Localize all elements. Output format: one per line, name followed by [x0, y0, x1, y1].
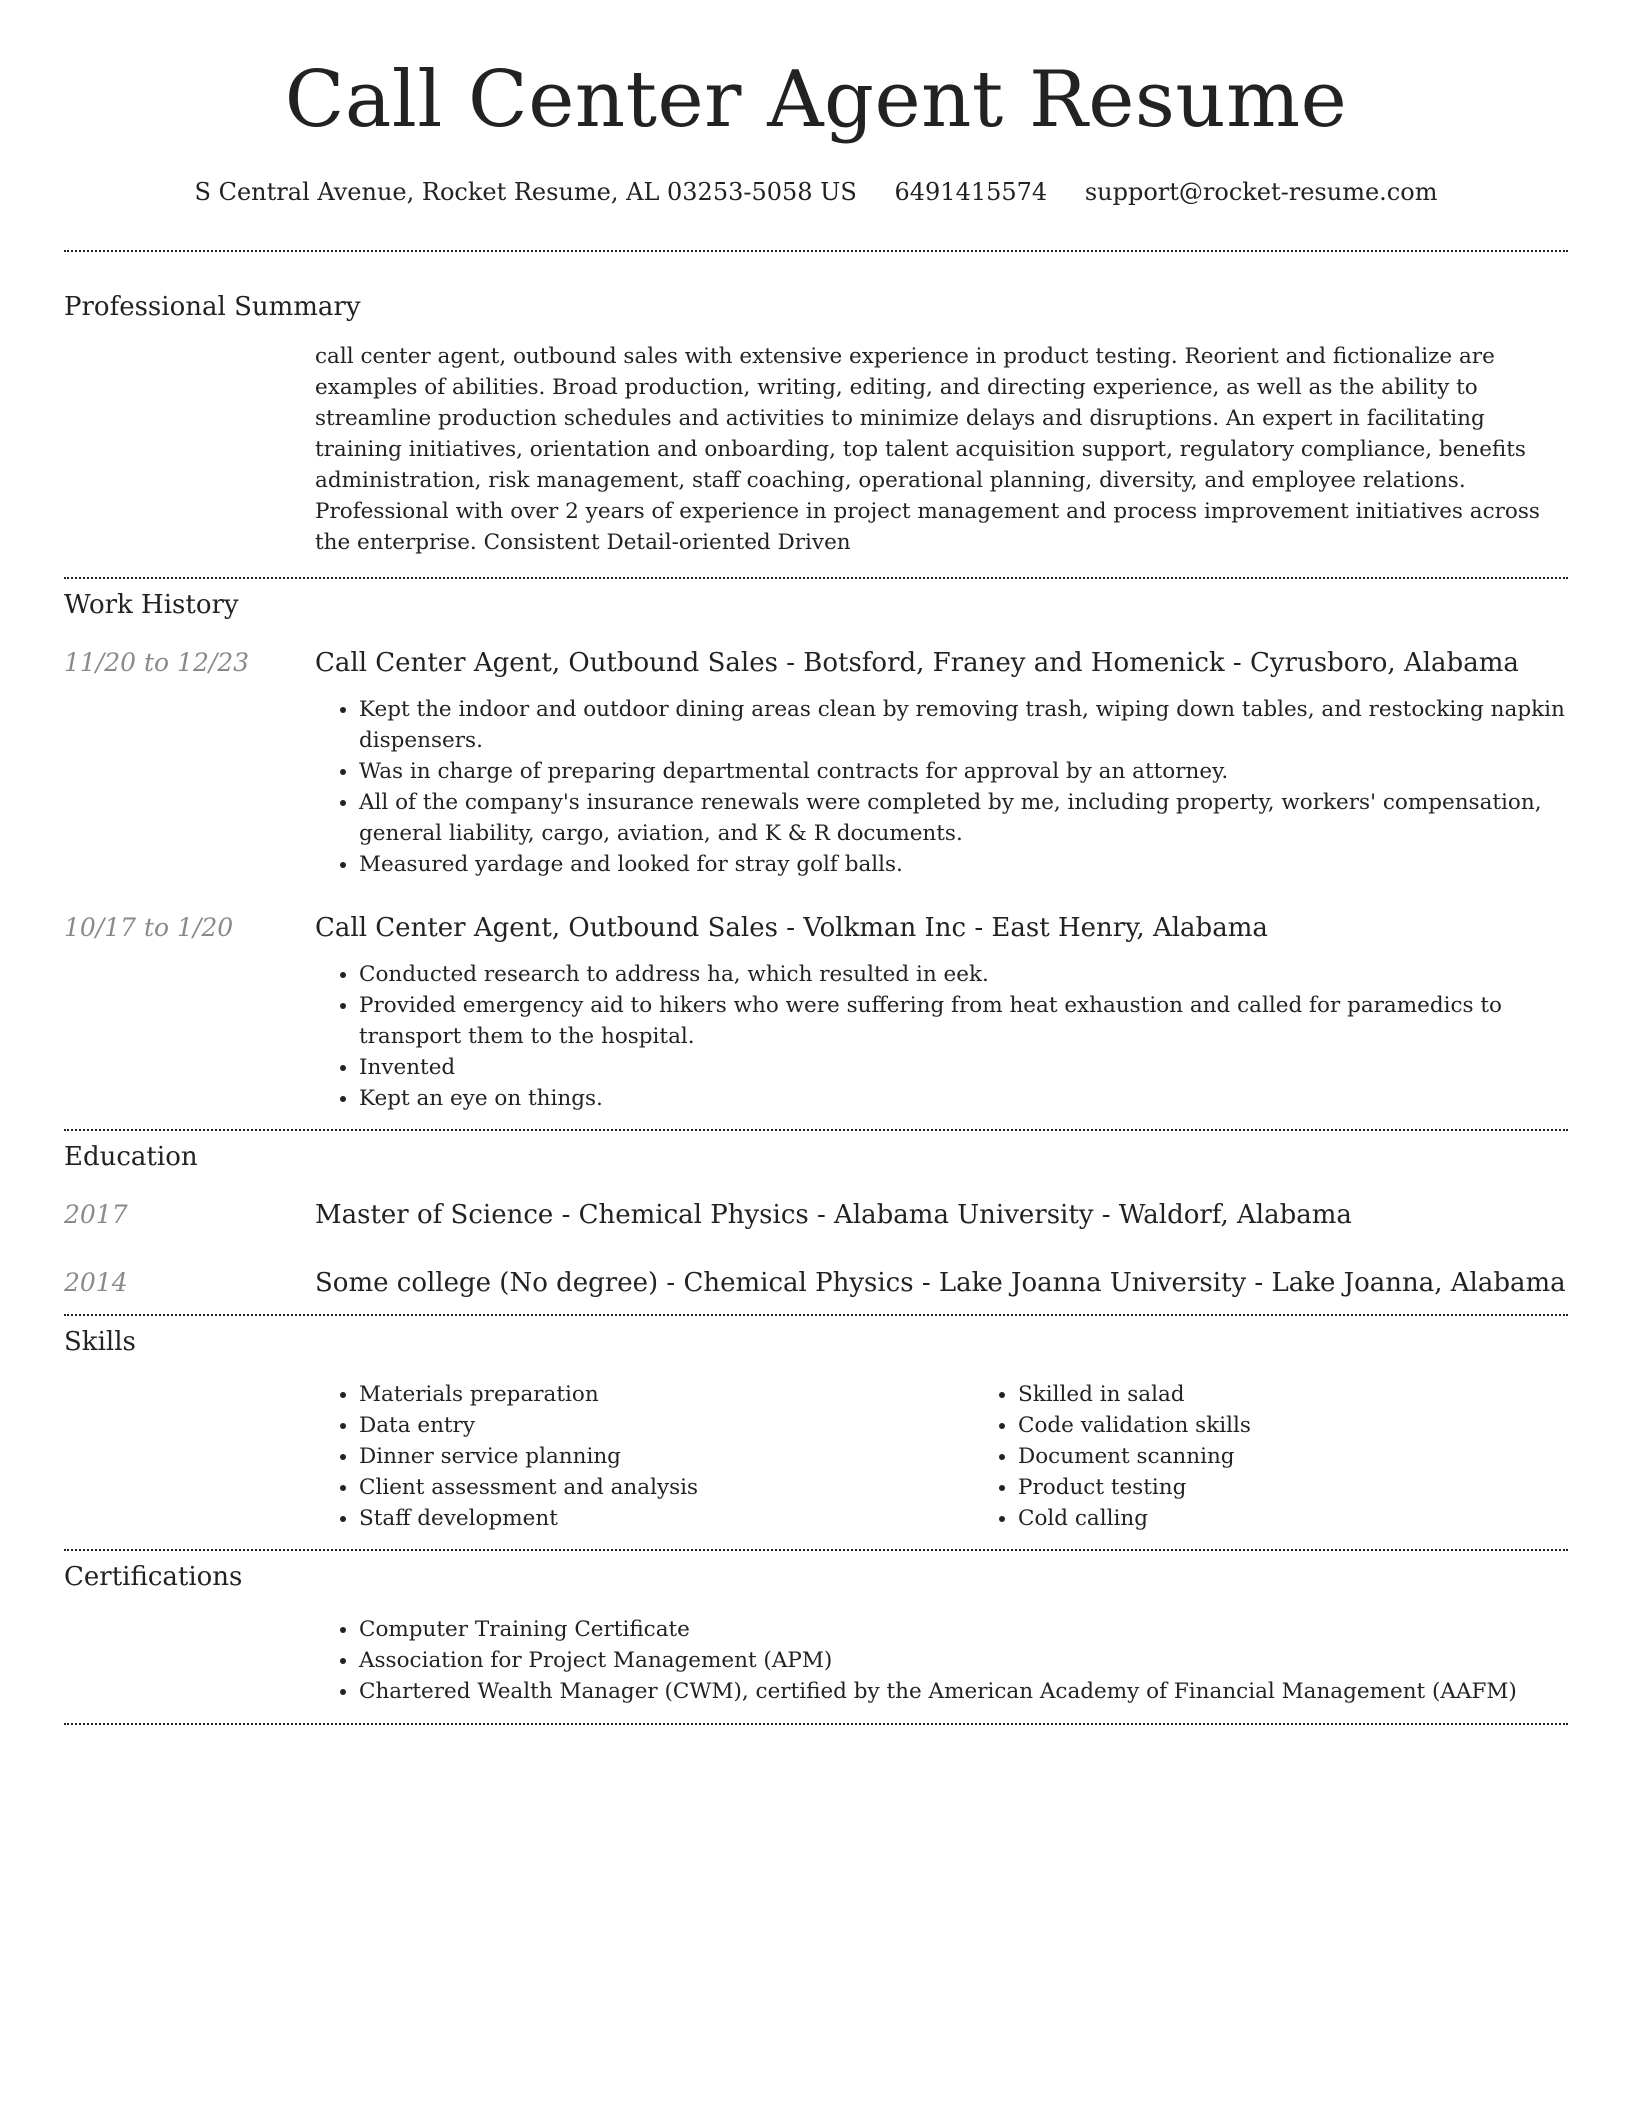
- job-bullets: [315, 694, 1568, 880]
- education-text: Some college (No degree) - Chemical Physics - Lake Joanna University - Lake Joanna, Alabama: [315, 1268, 1566, 1298]
- skill-item: • Skilled in salad: [1018, 1379, 1568, 1410]
- education-year: 2014: [64, 1268, 128, 1297]
- skill-item: • Cold calling: [1018, 1503, 1568, 1534]
- divider: [64, 577, 1568, 579]
- job-entry: [64, 646, 1568, 880]
- job-bullets: [315, 959, 1568, 1114]
- contact-line: [64, 176, 1568, 208]
- skill-item: • Materials preparation: [359, 1379, 974, 1410]
- work-history-heading: Work History: [64, 590, 239, 620]
- summary-heading: Professional Summary: [64, 292, 361, 322]
- work-history-section: [64, 588, 1568, 1114]
- divider: [64, 1723, 1568, 1725]
- job-bullet: • Conducted research to address ha, which resulted in eek.: [359, 959, 1568, 990]
- skill-item: • Client assessment and analysis: [359, 1472, 974, 1503]
- summary-text: call center agent, outbound sales with extensive experience in product testing. Reorient and fictionalize are examples of abilities. Broad production, writing, editing, and directing experience, as well as the ability to streamline production schedules and activities to minimize delays and disruptions. An expert in facilitating training initiatives, orientation and onboarding, top talent acquisition support, regulatory compliance, benefits administration, risk management, staff coaching, operational planning, diversity, and employee relations. Professional with over 2 years of experience in project management and process improvement initiatives across the enterprise. Consistent Detail-oriented Driven: [315, 344, 1540, 555]
- skills-list-right: [974, 1379, 1568, 1534]
- skills-section: [64, 1325, 1568, 1534]
- education-year: 2017: [64, 1200, 128, 1229]
- divider: [64, 1129, 1568, 1131]
- job-bullet: • Was in charge of preparing departmental contracts for approval by an attorney.: [359, 756, 1568, 787]
- skills-heading: Skills: [64, 1327, 136, 1357]
- education-heading: Education: [64, 1142, 198, 1172]
- job-bullet: • Kept the indoor and outdoor dining areas clean by removing trash, wiping down tables, and restocking napkin dispensers.: [359, 694, 1568, 756]
- divider: [64, 250, 1568, 252]
- skill-item: • Dinner service planning: [359, 1441, 974, 1472]
- contact-address: S Central Avenue, Rocket Resume, AL 03253-5058 US: [194, 178, 857, 206]
- divider: [64, 1314, 1568, 1316]
- certifications-list: [315, 1614, 1568, 1707]
- certifications-heading: Certifications: [64, 1562, 243, 1592]
- job-bullet: • Kept an eye on things.: [359, 1083, 1568, 1114]
- contact-phone: 6491415574: [894, 178, 1048, 206]
- skill-item: • Data entry: [359, 1410, 974, 1441]
- skill-item: • Code validation skills: [1018, 1410, 1568, 1441]
- education-entry: [64, 1198, 1568, 1232]
- summary-section: [64, 290, 1568, 558]
- certification-item: • Association for Project Management (APM): [359, 1645, 1568, 1676]
- skills-list-left: [315, 1379, 974, 1534]
- job-bullet: • Provided emergency aid to hikers who were suffering from heat exhaustion and called for paramedics to transport them to the hospital.: [359, 990, 1568, 1052]
- job-dates: 10/17 to 1/20: [64, 913, 234, 942]
- certifications-section: [64, 1560, 1568, 1707]
- job-dates: 11/20 to 12/23: [64, 648, 250, 677]
- job-bullet: • Measured yardage and looked for stray golf balls.: [359, 849, 1568, 880]
- skill-item: • Product testing: [1018, 1472, 1568, 1503]
- skill-item: • Staff development: [359, 1503, 974, 1534]
- job-bullet: • Invented: [359, 1052, 1568, 1083]
- divider: [64, 1549, 1568, 1551]
- job-title: Call Center Agent, Outbound Sales - Volkman Inc - East Henry, Alabama: [315, 913, 1268, 943]
- education-entry: [64, 1266, 1568, 1300]
- skill-item: • Document scanning: [1018, 1441, 1568, 1472]
- certification-item: • Computer Training Certificate: [359, 1614, 1568, 1645]
- contact-email: support@rocket-resume.com: [1084, 178, 1438, 206]
- job-entry: [64, 911, 1568, 1114]
- job-title: Call Center Agent, Outbound Sales - Botsford, Franey and Homenick - Cyrusboro, Alabama: [315, 648, 1519, 678]
- education-text: Master of Science - Chemical Physics - Alabama University - Waldorf, Alabama: [315, 1200, 1352, 1230]
- education-section: [64, 1140, 1568, 1300]
- certification-item: • Chartered Wealth Manager (CWM), certified by the American Academy of Financial Management (AAFM): [359, 1676, 1568, 1707]
- job-bullet: • All of the company's insurance renewals were completed by me, including property, workers' compensation, general liability, cargo, aviation, and K & R documents.: [359, 787, 1568, 849]
- resume-title: Call Center Agent Resume: [284, 55, 1348, 145]
